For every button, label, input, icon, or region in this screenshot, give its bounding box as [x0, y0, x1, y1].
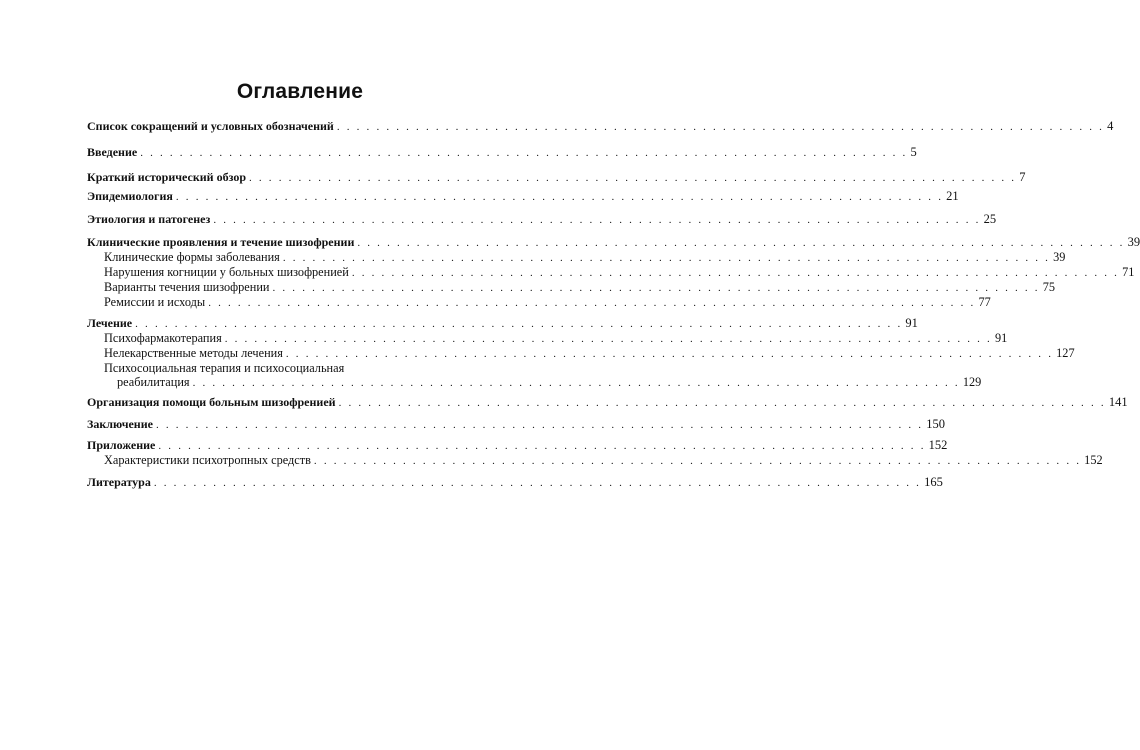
toc-subentry-clinical-forms	[104, 249, 1066, 265]
dot-leader: . . . . . . . . . . . . . . . . . . . . . . . . . . . . . . . . . . . . . . . . . . . . . . . . . . . . . . . . . . . . . . . . . . . . . . . . . . . . . .	[135, 318, 903, 330]
toc-entry-label: Ремиссии и исходы	[104, 295, 206, 309]
toc-entry-label: Введение	[87, 145, 138, 159]
toc-subentry-psychosocial	[117, 374, 982, 390]
toc-entry-label: Заключение	[87, 417, 153, 431]
toc-entry-label: Характеристики психотропных средств	[104, 453, 311, 467]
toc-entry-organization	[87, 394, 1128, 410]
toc-entry-label: Список сокращений и условных обозначений	[87, 119, 334, 133]
toc-subentry-course	[104, 279, 1056, 295]
dot-leader: . . . . . . . . . . . . . . . . . . . . . . . . . . . . . . . . . . . . . . . . . . . . . . . . . . . . . . . . . . . . . . . . . . . . . . . . . . . . . .	[155, 419, 924, 431]
toc-entry-label: Краткий исторический обзор	[87, 170, 246, 184]
toc-page-number: 152	[1084, 453, 1103, 467]
dot-leader: . . . . . . . . . . . . . . . . . . . . . . . . . . . . . . . . . . . . . . . . . . . . . . . . . . . . . . . . . . . . . . . . . . . . . . . . . . . . . .	[213, 214, 981, 226]
dot-leader: . . . . . . . . . . . . . . . . . . . . . . . . . . . . . . . . . . . . . . . . . . . . . . . . . . . . . . . . . . . . . . . . . . . . . . . . . . . . . .	[249, 172, 1017, 184]
toc-subentry-psychotropics	[104, 452, 1103, 468]
toc-page-number: 39	[1127, 235, 1140, 249]
dot-leader: . . . . . . . . . . . . . . . . . . . . . . . . . . . . . . . . . . . . . . . . . . . . . . . . . . . . . . . . . . . . . . . . . . . . . . . . . . . . . .	[282, 252, 1051, 264]
toc-entry-label: реабилитация	[117, 375, 190, 389]
dot-leader: . . . . . . . . . . . . . . . . . . . . . . . . . . . . . . . . . . . . . . . . . . . . . . . . . . . . . . . . . . . . . . . . . . . . . . . . . . . . . .	[153, 477, 922, 489]
dot-leader: . . . . . . . . . . . . . . . . . . . . . . . . . . . . . . . . . . . . . . . . . . . . . . . . . . . . . . . . . . . . . . . . . . . . . . . . . . . . . .	[158, 440, 926, 452]
toc-entry-literature	[87, 474, 943, 490]
toc-page-number: 25	[983, 212, 997, 226]
page-title: Оглавление	[236, 80, 364, 103]
dot-leader: . . . . . . . . . . . . . . . . . . . . . . . . . . . . . . . . . . . . . . . . . . . . . . . . . . . . . . . . . . . . . . . . . . . . . . . . . . . . . .	[338, 397, 1106, 409]
dot-leader: . . . . . . . . . . . . . . . . . . . . . . . . . . . . . . . . . . . . . . . . . . . . . . . . . . . . . . . . . . . . . . . . . . . . . . . . . . . . . .	[272, 282, 1040, 294]
toc-subentry-remissions	[104, 294, 991, 310]
toc-entry-label: Этиология и патогенез	[87, 212, 211, 226]
toc-page-number: 4	[1107, 119, 1114, 133]
toc-page-number: 7	[1019, 170, 1026, 184]
toc-entry-label: Клинические формы заболевания	[104, 250, 280, 264]
toc-page-number: 141	[1108, 395, 1128, 409]
toc-entry-etiology	[87, 211, 997, 227]
toc-subentry-psychosocial-first-line: Психосоциальная терапия и психосоциальная	[104, 361, 345, 375]
dot-leader: . . . . . . . . . . . . . . . . . . . . . . . . . . . . . . . . . . . . . . . . . . . . . . . . . . . . . . . . . . . . . . . . . . . . . . . . . . . . . .	[224, 333, 992, 345]
toc-page-number: 152	[928, 438, 948, 452]
toc-entry-label: Организация помощи больным шизофренией	[87, 395, 336, 409]
toc-page-number: 150	[926, 417, 945, 431]
toc-entry-intro	[87, 144, 917, 160]
toc-page-number: 77	[978, 295, 991, 309]
toc-page-number: 75	[1042, 280, 1056, 294]
toc-entry-label: Нарушения когниции у больных шизофренией	[104, 265, 349, 279]
toc-entry-history	[87, 169, 1026, 185]
dot-leader: . . . . . . . . . . . . . . . . . . . . . . . . . . . . . . . . . . . . . . . . . . . . . . . . . . . . . . . . . . . . . . . . . . . . . . . . . . . . . .	[192, 377, 960, 389]
toc-entry-label: Приложение	[87, 438, 156, 452]
toc-entry-clinical	[87, 234, 1140, 250]
toc-entry-label: Лечение	[87, 316, 133, 330]
toc-entry-conclusion	[87, 416, 945, 432]
toc-entry-label: Литература	[87, 475, 151, 489]
dot-leader: . . . . . . . . . . . . . . . . . . . . . . . . . . . . . . . . . . . . . . . . . . . . . . . . . . . . . . . . . . . . . . . . . . . . . . . . . . . . . .	[208, 297, 976, 309]
toc-entry-label: Клинические проявления и течение шизофрении	[87, 235, 355, 249]
dot-leader: . . . . . . . . . . . . . . . . . . . . . . . . . . . . . . . . . . . . . . . . . . . . . . . . . . . . . . . . . . . . . . . . . . . . . . . . . . . . . .	[140, 147, 908, 159]
toc-page-number: 39	[1053, 250, 1066, 264]
toc-page-number: 91	[994, 331, 1008, 345]
toc-entry-appendix	[87, 437, 948, 453]
toc-page-number: 21	[946, 189, 959, 203]
toc-entry-abbreviations	[87, 118, 1114, 134]
toc-subentry-pharmacotherapy	[104, 330, 1008, 346]
toc-page-number: 5	[910, 145, 917, 159]
toc-entry-label: Психофармакотерапия	[104, 331, 222, 345]
toc-page-number: 91	[905, 316, 918, 330]
toc-subentry-cognition	[104, 264, 1135, 280]
toc-entry-treatment	[87, 315, 918, 331]
dot-leader: . . . . . . . . . . . . . . . . . . . . . . . . . . . . . . . . . . . . . . . . . . . . . . . . . . . . . . . . . . . . . . . . . . . . . . . . . . . . . .	[175, 191, 944, 203]
toc-entry-label: Эпидемиология	[87, 189, 173, 203]
dot-leader: . . . . . . . . . . . . . . . . . . . . . . . . . . . . . . . . . . . . . . . . . . . . . . . . . . . . . . . . . . . . . . . . . . . . . . . . . . . . . .	[285, 348, 1054, 360]
dot-leader: . . . . . . . . . . . . . . . . . . . . . . . . . . . . . . . . . . . . . . . . . . . . . . . . . . . . . . . . . . . . . . . . . . . . . . . . . . . . . .	[351, 267, 1120, 279]
toc-page-number: 127	[1056, 346, 1075, 360]
toc-entry-label: Варианты течения шизофрении	[104, 280, 270, 294]
dot-leader: . . . . . . . . . . . . . . . . . . . . . . . . . . . . . . . . . . . . . . . . . . . . . . . . . . . . . . . . . . . . . . . . . . . . . . . . . . . . . .	[336, 121, 1105, 133]
toc-subentry-nondrug	[104, 345, 1075, 361]
dot-leader: . . . . . . . . . . . . . . . . . . . . . . . . . . . . . . . . . . . . . . . . . . . . . . . . . . . . . . . . . . . . . . . . . . . . . . . . . . . . . .	[313, 455, 1082, 467]
dot-leader: . . . . . . . . . . . . . . . . . . . . . . . . . . . . . . . . . . . . . . . . . . . . . . . . . . . . . . . . . . . . . . . . . . . . . . . . . . . . . .	[357, 237, 1125, 249]
toc-page-number: 165	[924, 475, 943, 489]
toc-entry-epidemiology	[87, 188, 959, 204]
toc-page-number: 71	[1122, 265, 1135, 279]
toc-page-number: 129	[962, 375, 982, 389]
toc-entry-label: Нелекарственные методы лечения	[104, 346, 283, 360]
